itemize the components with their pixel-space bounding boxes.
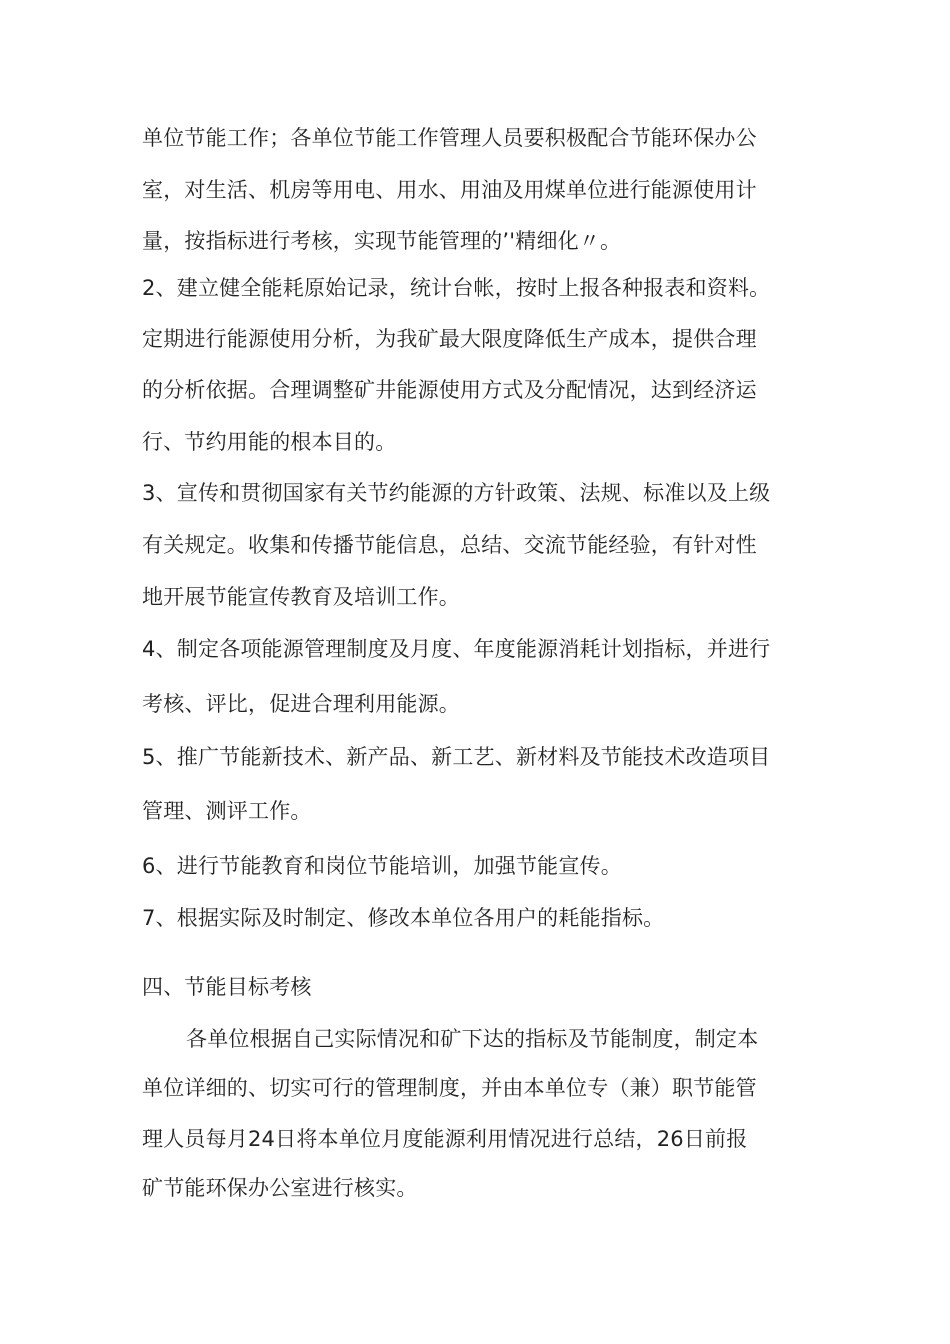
paragraph-line: 地开展节能宣传教育及培训工作。 <box>142 585 460 609</box>
list-item-2: 2、建立健全能耗原始记录，统计台帐，按时上报各种报表和资料。 <box>142 276 771 300</box>
paragraph-line: 考核、评比，促进合理利用能源。 <box>142 692 460 716</box>
paragraph-line: 单位详细的、切实可行的管理制度，并由本单位专（兼）职节能管 <box>142 1076 757 1100</box>
paragraph-line: 有关规定。收集和传播节能信息，总结、交流节能经验，有针对性 <box>142 533 757 557</box>
paragraph-line: 各单位根据自己实际情况和矿下达的指标及节能制度，制定本 <box>186 1027 759 1051</box>
paragraph-line: 理人员每月24日将本单位月度能源利用情况进行总结，26日前报 <box>142 1127 748 1151</box>
paragraph-line: 定期进行能源使用分析，为我矿最大限度降低生产成本，提供合理 <box>142 327 757 351</box>
list-item-3: 3、宣传和贯彻国家有关节约能源的方针政策、法规、标准以及上级 <box>142 481 771 505</box>
list-item-4: 4、制定各项能源管理制度及月度、年度能源消耗计划指标，并进行 <box>142 637 771 661</box>
section-heading: 四、节能目标考核 <box>142 975 312 999</box>
paragraph-line: 单位节能工作；各单位节能工作管理人员要积极配合节能环保办公 <box>142 126 757 150</box>
list-item-6: 6、进行节能教育和岗位节能培训，加强节能宣传。 <box>142 854 622 878</box>
paragraph-line: 室，对生活、机房等用电、用水、用油及用煤单位进行能源使用计 <box>142 178 757 202</box>
paragraph-line: 管理、测评工作。 <box>142 799 312 823</box>
paragraph-line: 矿节能环保办公室进行核实。 <box>142 1176 418 1200</box>
list-item-5: 5、推广节能新技术、新产品、新工艺、新材料及节能技术改造项目 <box>142 745 771 769</box>
paragraph-line: 行、节约用能的根本目的。 <box>142 430 397 454</box>
paragraph-line: 的分析依据。合理调整矿井能源使用方式及分配情况，达到经济运 <box>142 378 757 402</box>
paragraph-line: 量，按指标进行考核，实现节能管理的’'精细化〃。 <box>142 229 622 253</box>
list-item-7: 7、根据实际及时制定、修改本单位各用户的耗能指标。 <box>142 906 665 930</box>
